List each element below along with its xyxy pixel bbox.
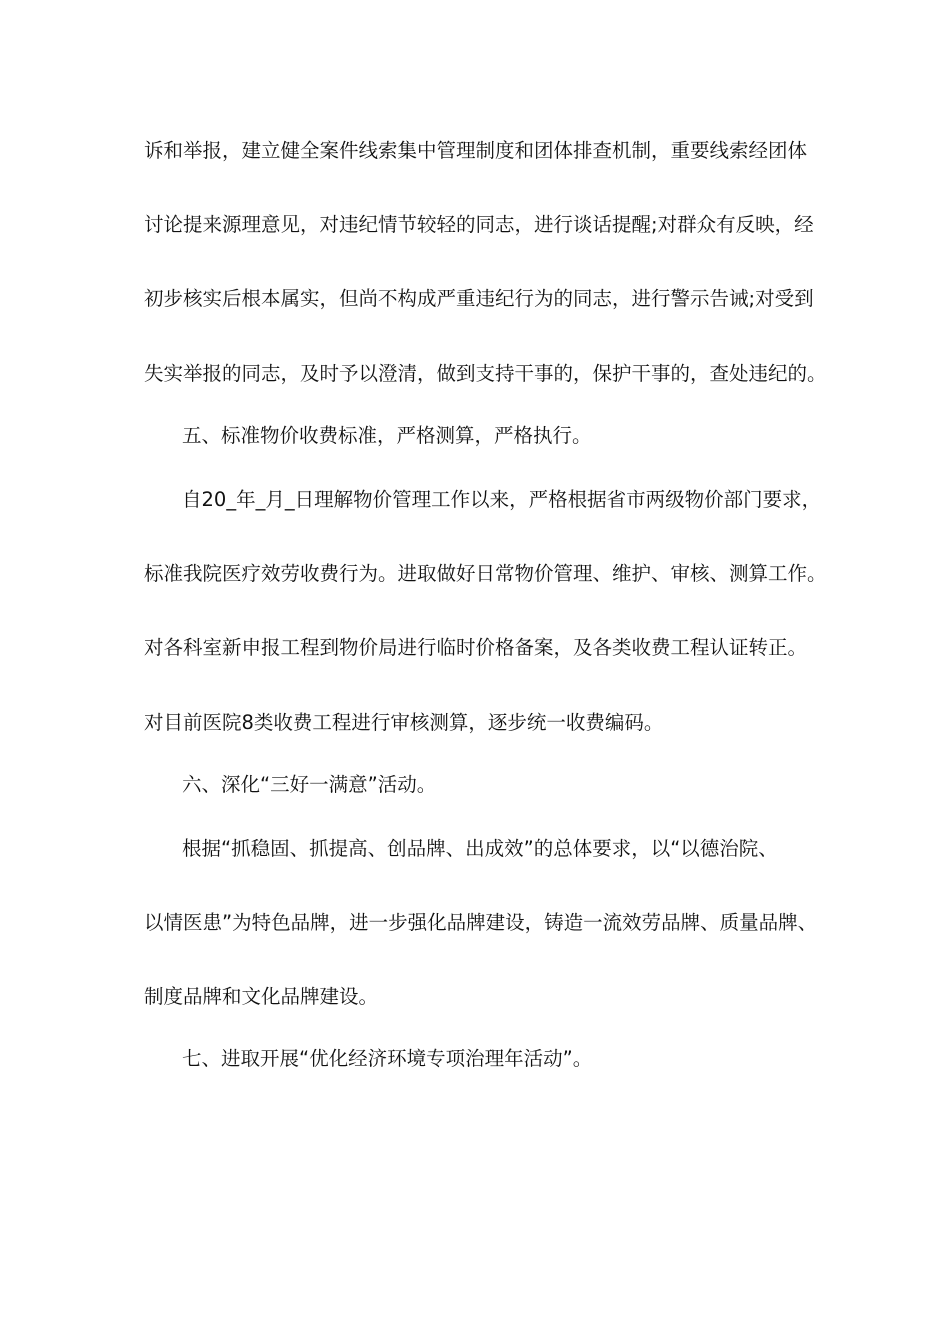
paragraph-line: 自20_年_月_日理解物价管理工作以来，严格根据省市两级物价部门要求， — [182, 488, 822, 511]
paragraph-line: 以情医患”为特色品牌，进一步强化品牌建设，铸造一流效劳品牌、质量品牌、 — [144, 911, 818, 934]
paragraph-line: 失实举报的同志，及时予以澄清，做到支持干事的，保护干事的，查处违纪的。 — [144, 362, 827, 385]
paragraph-line: 对各科室新申报工程到物价局进行临时价格备案，及各类收费工程认证转正。 — [144, 636, 808, 659]
section-heading-5: 五、标准物价收费标准，严格测算，严格执行。 — [182, 424, 592, 447]
paragraph-line: 诉和举报，建立健全案件线索集中管理制度和团体排查机制，重要线索经团体 — [144, 139, 808, 162]
paragraph-line: 制度品牌和文化品牌建设。 — [144, 985, 379, 1008]
paragraph-line: 标准我院医疗效劳收费行为。进取做好日常物价管理、维护、审核、测算工作。 — [144, 562, 827, 585]
paragraph-line: 初步核实后根本属实，但尚不构成严重违纪行为的同志，进行警示告诫;对受到 — [144, 287, 814, 310]
section-heading-6: 六、深化“三好一满意”活动。 — [182, 773, 437, 796]
paragraph-line: 讨论提来源理意见，对违纪情节较轻的同志，进行谈话提醒;对群众有反映，经 — [144, 213, 814, 236]
paragraph-line: 对目前医院8类收费工程进行审核测算，逐步统一收费编码。 — [144, 711, 664, 734]
paragraph-line: 根据“抓稳固、抓提高、创品牌、出成效”的总体要求，以“以德治院、 — [182, 837, 778, 860]
section-heading-7: 七、进取开展“优化经济环境专项治理年活动”。 — [182, 1047, 593, 1070]
